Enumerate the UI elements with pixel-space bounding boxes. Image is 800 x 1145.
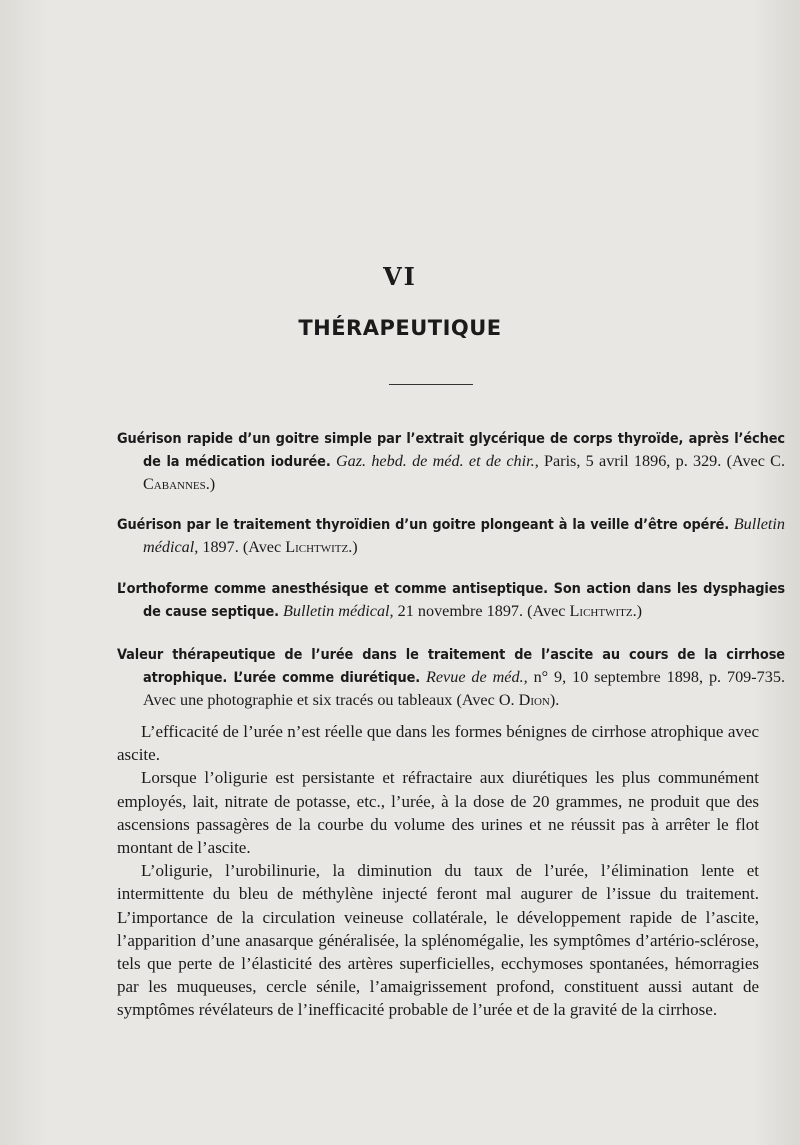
title-rule-divider [389, 384, 473, 385]
entry-source: Bulletin médical, [143, 515, 785, 556]
entry-details: , Paris, 5 avril 1896, p. 329. (Avec C. [534, 452, 786, 470]
entry-details: 21 novembre 1897. (Avec [393, 602, 570, 620]
entry-title: Guérison rapide d’un goitre simple par l’extrait glycérique de corps thyroïde, après l’échec de la médication iodurée. [117, 431, 785, 470]
entry-end: ). [549, 691, 560, 709]
entry-coauthor: Lichtwitz [285, 538, 349, 556]
entry-end: .) [632, 602, 642, 620]
summary-text [117, 720, 759, 1022]
entry-coauthor: Lichtwitz [569, 602, 633, 620]
entry-end: .) [205, 475, 216, 493]
entry-details: 1897. (Avec [198, 538, 286, 556]
paragraph: L’efficacité de l’urée n’est réelle que dans les formes bénignes de cirrhose atrophique avec ascite. [117, 722, 759, 765]
entry-end: .) [348, 538, 358, 556]
entry-title: Guérison par le traitement thyroïdien d’un goitre plongeant à la veille d’être opéré. [117, 517, 730, 533]
chapter-title: THÉRAPEUTIQUE [298, 316, 502, 340]
paragraph: L’oligurie, l’urobilinurie, la diminution du taux de l’urée, l’élimination lente et intermittente du bleu de méthylène injecté feront mal augurer de l’issue du traitement. L’importance de la circulation veineuse collatérale, le développement rapide de l’ascite, l’apparition d’une anasarque généralisée, la splénomégalie, les symptômes d’artério-sclérose, tels que perte de l’élasticité des artères superficielles, ecchymoses spontanées, hémorragies par les muqueuses, cercle sénile, l’amaigrissement profond, constituent aussi autant de symptômes révélateurs de l’inefficacité probable de l’urée et de la gravité de la cirrhose. [117, 861, 759, 1020]
entry-title: Valeur thérapeutique de l’urée dans le traitement de l’ascite au cours de la cirrhose atrophique. L’urée comme diurétique. [117, 647, 785, 686]
entry-source: Revue de méd., [425, 668, 528, 686]
entry-title: L’orthoforme comme anesthésique et comme antiseptique. Son action dans les dysphagies de cause septique. [117, 581, 785, 620]
bibliography-entry [117, 513, 785, 558]
entry-coauthor: Dion [518, 691, 550, 709]
paragraph: Lorsque l’oligurie est persistante et réfractaire aux diurétiques les plus communément employés, lait, nitrate de potasse, etc., l’urée, à la dose de 20 grammes, ne produit que des ascensions passagères de la courbe du volume des urines et ne réussit pas à arrêter le flot montant de l’ascite. [117, 768, 759, 858]
entry-source: Bulletin médical, [283, 602, 394, 620]
bibliography-entry [117, 427, 785, 495]
bibliography-entry [117, 577, 785, 623]
chapter-number: VI [383, 262, 417, 291]
entry-details: n° 9, 10 septembre 1898, p. 709-735. Avec une photographie et six tracés ou tableaux (Avec O. [143, 668, 785, 709]
entry-coauthor: Cabannes [143, 475, 206, 493]
bibliography-entry [117, 643, 785, 711]
entry-source: Gaz. hebd. de méd. et de chir. [335, 452, 535, 470]
